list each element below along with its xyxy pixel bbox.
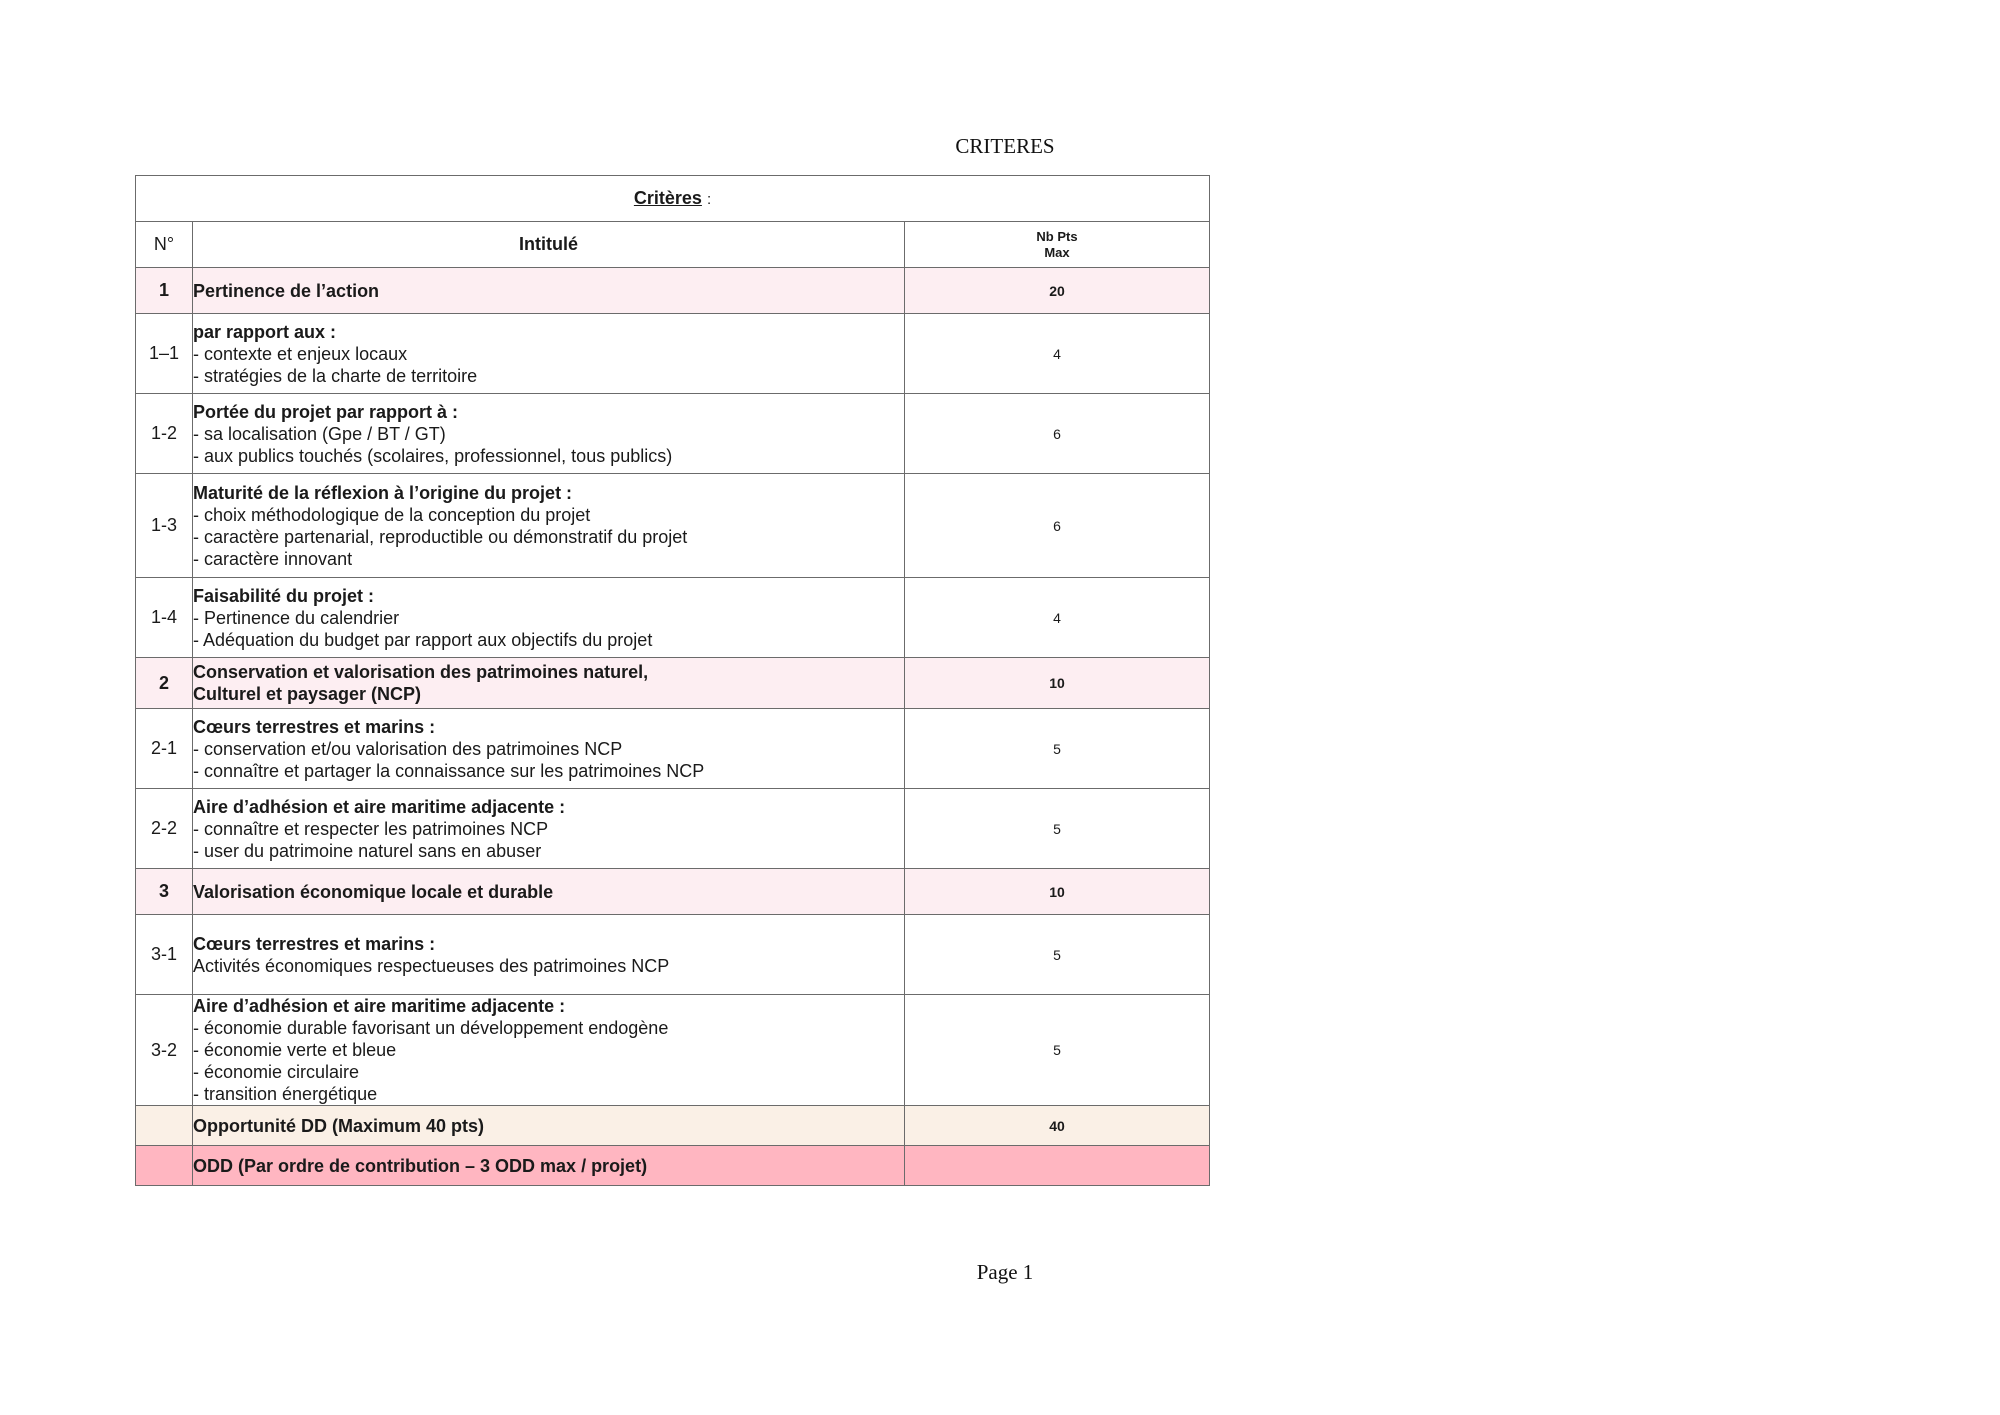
row-heading: Pertinence de l’action	[193, 280, 380, 301]
table-title-suffix: :	[706, 191, 712, 208]
row-number: 3	[136, 869, 193, 915]
row-detail-line: - caractère partenarial, reproductible ou démonstratif du projet	[193, 526, 688, 547]
row-heading: Portée du projet par rapport à :	[193, 401, 459, 422]
total-row-num	[136, 1106, 193, 1146]
row-detail-line: - transition énergétique	[193, 1084, 378, 1104]
table-title	[136, 176, 1210, 222]
column-header-num: N°	[136, 222, 193, 268]
row-points: 10	[905, 658, 1210, 709]
row-number: 1-4	[136, 578, 193, 658]
row-heading: Cœurs terrestres et marins :	[193, 716, 436, 737]
row-detail-line: - connaître et respecter les patrimoines NCP	[193, 818, 549, 839]
row-detail-line: - connaître et partager la connaissance sur les patrimoines NCP	[193, 760, 705, 781]
row-title	[193, 658, 905, 709]
row-detail-line: - conservation et/ou valorisation des patrimoines NCP	[193, 738, 623, 759]
row-title	[193, 915, 905, 995]
row-points: 20	[905, 268, 1210, 314]
row-detail-line: - aux publics touchés (scolaires, professionnel, tous publics)	[193, 445, 673, 466]
criterion-row	[136, 995, 1210, 1106]
row-heading: Aire d’adhésion et aire maritime adjacente :	[193, 796, 566, 817]
total-row	[136, 1106, 1210, 1146]
row-number: 3-2	[136, 995, 193, 1106]
odd-row-num	[136, 1146, 193, 1186]
criteria-table	[135, 175, 1210, 1186]
row-detail-line: - économie verte et bleue	[193, 1040, 397, 1060]
column-header-points-line1: Nb Pts	[1036, 228, 1078, 244]
criterion-row	[136, 474, 1210, 578]
total-row-points: 40	[905, 1106, 1210, 1146]
row-points: 5	[905, 789, 1210, 869]
section-row	[136, 869, 1210, 915]
criterion-row	[136, 789, 1210, 869]
row-points: 6	[905, 474, 1210, 578]
row-title	[193, 869, 905, 915]
criterion-row	[136, 709, 1210, 789]
row-detail-line: - stratégies de la charte de territoire	[193, 365, 478, 386]
criteria-rows	[136, 268, 1210, 1106]
row-number: 1–1	[136, 314, 193, 394]
row-title	[193, 394, 905, 474]
row-points: 6	[905, 394, 1210, 474]
row-title	[193, 268, 905, 314]
row-detail-line: - économie circulaire	[193, 1062, 360, 1082]
criterion-row	[136, 578, 1210, 658]
row-detail-line: - choix méthodologique de la conception du projet	[193, 504, 591, 525]
row-detail-line: - caractère innovant	[193, 548, 353, 569]
row-detail-line: - Adéquation du budget par rapport aux objectifs du projet	[193, 629, 653, 650]
row-points: 4	[905, 314, 1210, 394]
row-points: 5	[905, 995, 1210, 1106]
row-title	[193, 995, 905, 1106]
criterion-row	[136, 314, 1210, 394]
column-header-points-line2: Max	[1044, 244, 1070, 260]
row-detail-line: - économie durable favorisant un développement endogène	[193, 1018, 669, 1038]
row-number: 2	[136, 658, 193, 709]
criterion-row	[136, 394, 1210, 474]
table-title-row	[136, 176, 1210, 222]
row-points: 4	[905, 578, 1210, 658]
row-title	[193, 789, 905, 869]
row-detail-line: - contexte et enjeux locaux	[193, 343, 408, 364]
criterion-row	[136, 915, 1210, 995]
column-header-points	[905, 222, 1210, 268]
page-header: CRITERES	[955, 134, 1055, 158]
row-title	[193, 314, 905, 394]
row-detail-line: Activités économiques respectueuses des patrimoines NCP	[193, 955, 670, 976]
row-number: 2-2	[136, 789, 193, 869]
row-heading: Faisabilité du projet :	[193, 585, 375, 606]
row-heading: par rapport aux :	[193, 321, 337, 342]
row-points: 5	[905, 709, 1210, 789]
row-heading: Aire d’adhésion et aire maritime adjacente :	[193, 996, 566, 1016]
row-number: 1-2	[136, 394, 193, 474]
row-points: 10	[905, 869, 1210, 915]
row-number: 3-1	[136, 915, 193, 995]
row-heading: Conservation et valorisation des patrimoines naturel,	[193, 662, 649, 682]
odd-row-label: ODD (Par ordre de contribution – 3 ODD max / projet)	[193, 1146, 905, 1186]
row-number: 1-3	[136, 474, 193, 578]
odd-row-points	[905, 1146, 1210, 1186]
row-detail-line: - user du patrimoine naturel sans en abuser	[193, 840, 542, 861]
row-heading-continued: Culturel et paysager (NCP)	[193, 684, 422, 704]
page-footer: Page 1	[976, 1260, 1034, 1284]
row-title	[193, 578, 905, 658]
odd-row	[136, 1146, 1210, 1186]
section-row	[136, 658, 1210, 709]
row-points: 5	[905, 915, 1210, 995]
row-number: 1	[136, 268, 193, 314]
row-heading: Maturité de la réflexion à l’origine du projet :	[193, 482, 573, 503]
column-header-title: Intitulé	[193, 222, 905, 268]
row-detail-line: - sa localisation (Gpe / BT / GT)	[193, 423, 446, 444]
section-row	[136, 268, 1210, 314]
row-detail-line: - Pertinence du calendrier	[193, 607, 400, 628]
column-header-row	[136, 222, 1210, 268]
row-number: 2-1	[136, 709, 193, 789]
row-title	[193, 474, 905, 578]
total-row-label: Opportunité DD (Maximum 40 pts)	[193, 1106, 905, 1146]
row-heading: Valorisation économique locale et durable	[193, 881, 554, 902]
table-title-text: Critères	[633, 188, 702, 208]
row-title	[193, 709, 905, 789]
row-heading: Cœurs terrestres et marins :	[193, 933, 436, 954]
